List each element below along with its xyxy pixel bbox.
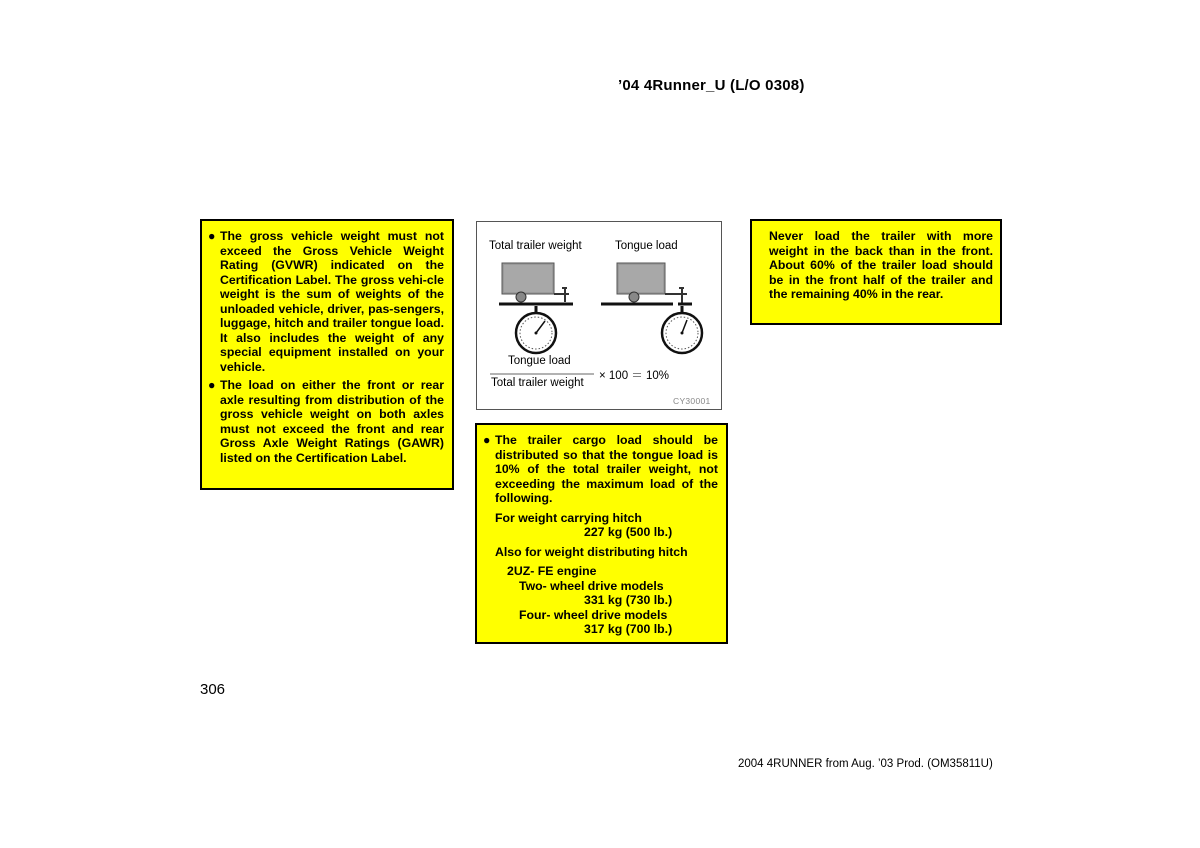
bullet-item bbox=[483, 433, 718, 506]
four-wheel-drive-value: 317 kg (700 lb.) bbox=[584, 622, 673, 636]
trailer-on-scale-icon bbox=[499, 263, 573, 353]
gross-weight-warning-box bbox=[200, 219, 454, 490]
load-distribution-text: Never load the trailer with more weight in the back than in the front. About 60% of the trailer load should be in the front half of the trailer and the remaining 40% in the rear. bbox=[769, 229, 993, 301]
four-wheel-drive-label: Four- wheel drive models bbox=[519, 607, 668, 622]
fraction-numerator: Tongue load bbox=[508, 355, 571, 367]
fraction-denominator: Total trailer weight bbox=[491, 377, 584, 389]
two-wheel-drive-label: Two- wheel drive models bbox=[519, 578, 664, 593]
gawr-text: The load on either the front or rear axle resulting from distribution of the gross vehicle weight on both axles must not exceed the front and rear Gross Axle Weight Ratings (GAWR) listed on the Certification Label. bbox=[220, 378, 444, 465]
two-wheel-drive-value: 331 kg (730 lb.) bbox=[584, 593, 673, 607]
load-distribution-warning-box bbox=[750, 219, 1002, 325]
page-footer: 2004 4RUNNER from Aug. ’03 Prod. (OM35811U) bbox=[738, 758, 993, 770]
engine-label: 2UZ- FE engine bbox=[507, 564, 597, 578]
page-header-title: ’04 4Runner_U (L/O 0308) bbox=[618, 77, 805, 94]
tongue-load-label: Tongue load bbox=[615, 240, 678, 252]
gvwr-text: The gross vehicle weight must not exceed the Gross Vehicle Weight Rating (GVWR) indicated on the Certification Label. The gross vehi-cle weight is the sum of weights of the unloaded vehicle, driver, pas-sengers, luggage, hitch and trailer tongue load. It also includes the weight of any special equipment installed on your vehicle. bbox=[220, 229, 444, 374]
cargo-load-text: The trailer cargo load should be distributed so that the tongue load is 10% of the total trailer weight, not exceeding the maximum load of the following. bbox=[495, 433, 718, 505]
bullet-item bbox=[208, 378, 444, 465]
weight-carrying-hitch-value: 227 kg (500 lb.) bbox=[584, 525, 673, 539]
total-trailer-weight-label: Total trailer weight bbox=[489, 240, 582, 252]
hitch-load-list bbox=[483, 511, 718, 637]
trailer-tongue-scale-icon bbox=[601, 263, 702, 353]
cargo-load-warning-box bbox=[475, 423, 728, 644]
page-number: 306 bbox=[200, 681, 226, 698]
bullet-item bbox=[208, 229, 444, 374]
figure-code: CY30001 bbox=[673, 396, 711, 406]
bullet-dot-icon: ● bbox=[208, 378, 216, 392]
bullet-dot-icon: ● bbox=[483, 433, 491, 447]
weight-carrying-hitch-label: For weight carrying hitch bbox=[495, 510, 642, 525]
weight-distributing-hitch-label: Also for weight distributing hitch bbox=[495, 544, 688, 559]
formula-result: × 100 ＝ 10% bbox=[599, 370, 670, 382]
bullet-dot-icon: ● bbox=[208, 229, 216, 243]
tongue-load-figure bbox=[476, 221, 722, 410]
